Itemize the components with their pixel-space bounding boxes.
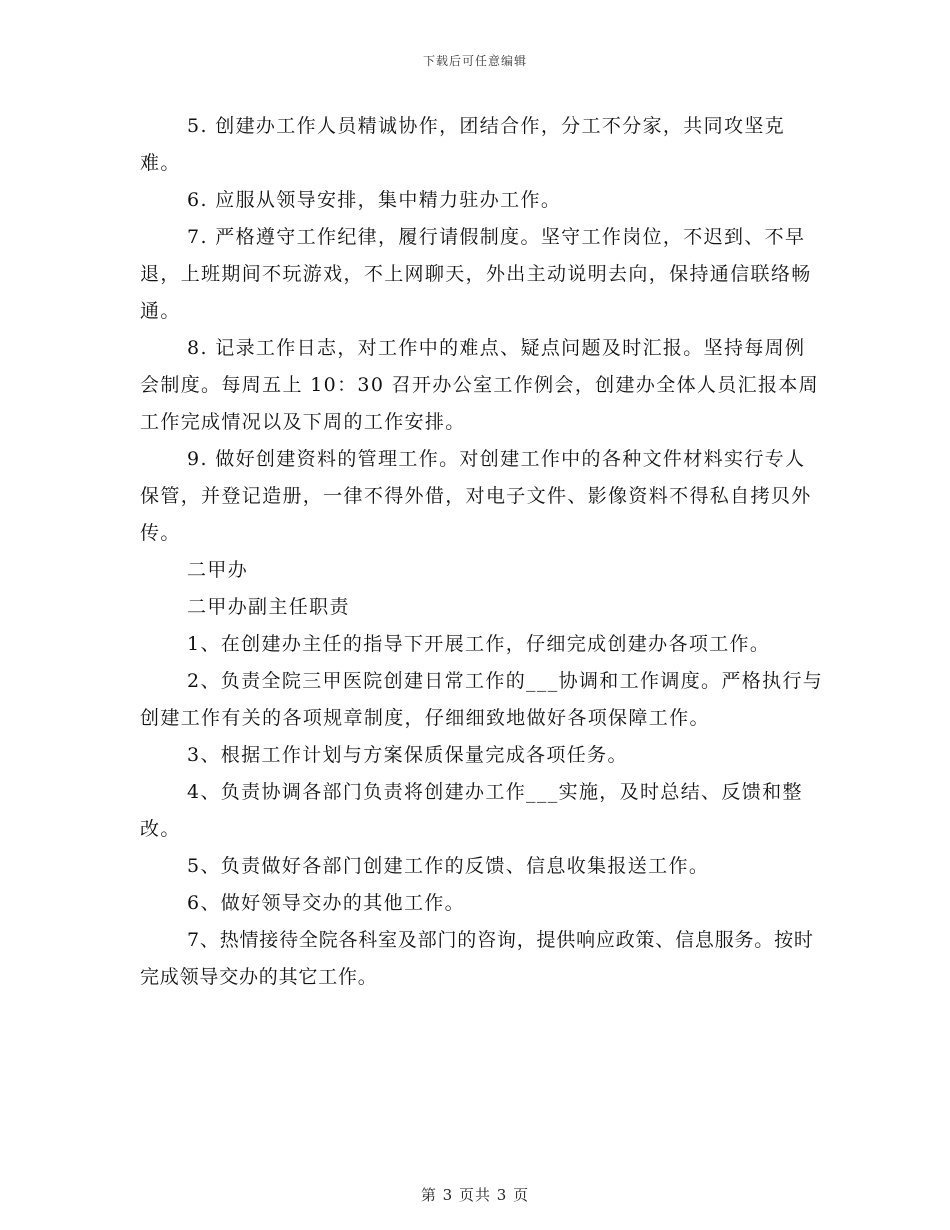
paragraph-rule-9: 9. 做好创建资料的管理工作。对创建工作中的各种文件材料实行专人保管，并登记造册，一律不得外借，对电子文件、影像资料不得私自拷贝外传。	[140, 448, 812, 544]
duty-item-7: 7、热情接待全院各科室及部门的咨询，提供响应政策、信息服务。按时完成领导交办的其它工作。	[140, 929, 814, 988]
duty-item-3: 3、根据工作计划与方案保质保量完成各项任务。	[187, 744, 628, 766]
duty-item-6: 6、做好领导交办的其他工作。	[187, 892, 465, 914]
page-footer: 第 3 页共 3 页	[420, 1186, 530, 1204]
paragraph-rule-8: 8. 记录工作日志，对工作中的难点、疑点问题及时汇报。坚持每周例会制度。每周五上 10：30 召开办公室工作例会，创建办全体人员汇报本周工作完成情况以及下周的工作安排。	[140, 337, 820, 433]
paragraph-rule-6: 6. 应服从领导安排，集中精力驻办工作。	[187, 189, 562, 211]
document-body	[140, 108, 825, 996]
page-header: 下载后可任意编辑	[422, 54, 527, 68]
section-heading: 二甲办	[187, 559, 249, 581]
duty-item-5: 5、负责做好各部门创建工作的反馈、信息收集报送工作。	[187, 855, 710, 877]
duty-item-1: 1、在创建办主任的指导下开展工作，仔细完成创建办各项工作。	[187, 633, 771, 655]
subsection-heading: 二甲办副主任职责	[187, 596, 350, 618]
duty-item-4: 4、负责协调各部门负责将创建办工作___实施，及时总结、反馈和整改。	[140, 781, 803, 840]
duty-item-2: 2、负责全院三甲医院创建日常工作的___协调和工作调度。严格执行与创建工作有关的各项规章制度，仔细细致地做好各项保障工作。	[140, 670, 824, 729]
paragraph-rule-7: 7. 严格遵守工作纪律，履行请假制度。坚守工作岗位，不迟到、不早退，上班期间不玩游戏，不上网聊天，外出主动说明去向，保持通信联络畅通。	[140, 226, 812, 322]
paragraph-rule-5: 5. 创建办工作人员精诚协作，团结合作，分工不分家，共同攻坚克难。	[140, 115, 786, 174]
